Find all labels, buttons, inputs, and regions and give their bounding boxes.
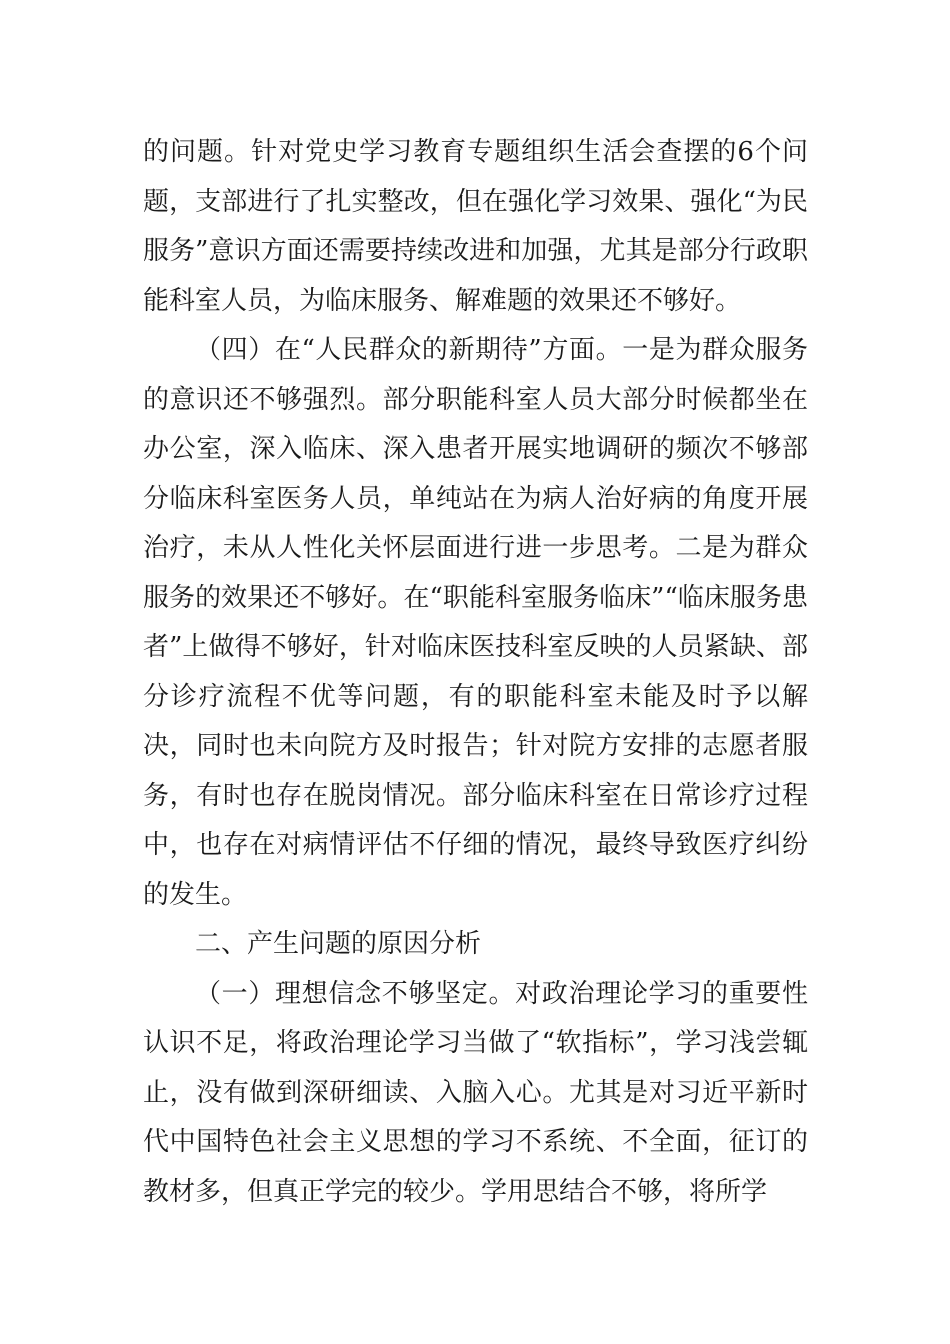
document-body xyxy=(143,128,808,1217)
paragraph-continued-problem: 的问题。针对党史学习教育专题组织生活会查摆的6个问题，支部进行了扎实整改，但在强化学习效果、强化“为民服务”意识方面还需要持续改进和加强，尤其是部分行政职能科室人员，为临床服务、解难题的效果还不够好。 xyxy=(143,137,808,316)
section-heading-cause-analysis: 二、产生问题的原因分析 xyxy=(195,929,482,959)
paragraph-section-four: （四）在“人民群众的新期待”方面。一是为群众服务的意识还不够强烈。部分职能科室人员大部分时候都坐在办公室，深入临床、深入患者开展实地调研的频次不够部分临床科室医务人员，单纯站在为病人治好病的角度开展治疗，未从人性化关怀层面进行进一步思考。二是为群众服务的效果还不够好。在“职能科室服务临床”“临床服务患者”上做得不够好，针对临床医技科室反映的人员紧缺、部分诊疗流程不优等问题，有的职能科室未能及时予以解决，同时也未向院方及时报告；针对院方安排的志愿者服务，有时也存在脱岗情况。部分临床科室在日常诊疗过程中，也存在对病情评估不仔细的情况，最终导致医疗纠纷的发生。 xyxy=(143,335,808,910)
paragraph-cause-one: （一）理想信念不够坚定。对政治理论学习的重要性认识不足，将政治理论学习当做了“软指标”，学习浅尝辄止，没有做到深研细读、入脑入心。尤其是对习近平新时代中国特色社会主义思想的学习不系统、不全面，征订的教材多，但真正学完的较少。学用思结合不够，将所学 xyxy=(143,978,808,1207)
